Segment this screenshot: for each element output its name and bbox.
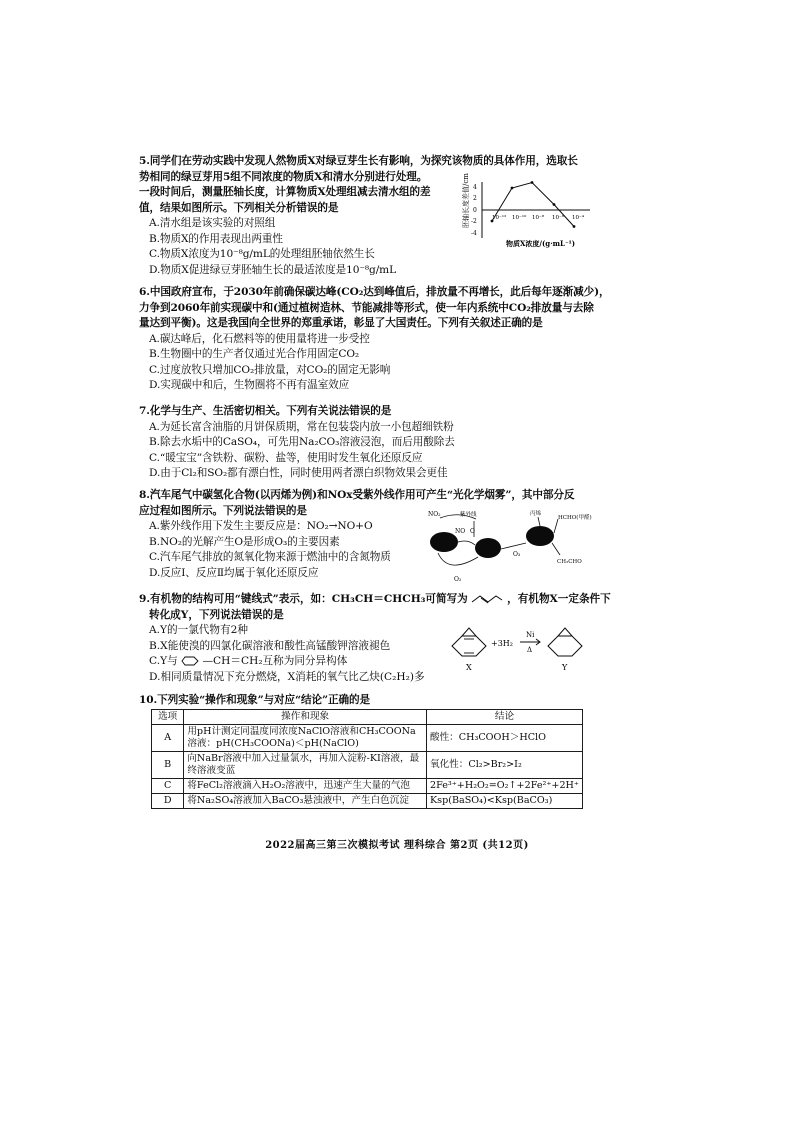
q9-option-d: D.相同质量情况下充分燃烧，X消耗的氧气比乙炔(C₂H₂)多 <box>149 670 425 683</box>
q10-stem: 10.下列实验“操作和现象”与对应“结论”正确的是 <box>139 694 370 706</box>
graph-xtick: 10⁻¹² <box>492 215 507 221</box>
table-cell-option: A <box>152 725 184 752</box>
molecule-x-label: X <box>466 663 472 672</box>
graph-ytick: -2 <box>471 218 477 225</box>
q8-stem-line: 8.汽车尾气中碳氢化合物(以丙烯为例)和NOx受紫外线作用可产生“光化学烟雾”，其中部分反 <box>139 489 575 501</box>
table-row <box>152 794 583 809</box>
table-cell-conclusion: 氧化性：Cl₂>Br₂>I₂ <box>426 752 582 779</box>
reaction-node-1 <box>430 532 458 552</box>
table-cell-option: C <box>152 779 184 794</box>
q6-option-a: A.碳达峰后，化石燃料等的使用量将进一步受控 <box>149 332 370 345</box>
graph-ylabel: 胚轴长度差值/cm <box>462 173 470 228</box>
graph-point <box>511 187 514 190</box>
q7-option-d: D.由于Cl₂和SO₂都有漂白性，同时使用两者漂白织物效果会更佳 <box>149 467 448 479</box>
table-cell-option: D <box>152 794 184 809</box>
table-cell-operation: 将FeCl₂溶液滴入H₂O₂溶液中，迅速产生大量的气泡 <box>184 779 427 794</box>
reaction-h2: +3H₂ <box>491 639 513 648</box>
norbornadiene-hydrogenation <box>446 622 586 674</box>
table-row <box>152 779 583 794</box>
diagram-hcho: HCHO(甲醛) <box>558 515 592 521</box>
graph-point <box>573 225 576 228</box>
table-row <box>152 725 583 752</box>
diagram-o3: O₃ <box>513 551 521 558</box>
table-cell-operation: 用pH计测定同温度同浓度NaClO溶液和CH₃COONa溶液：pH(CH₃COONa)＜pH(NaClO) <box>184 725 427 752</box>
q7-option-b: B.除去水垢中的CaSO₄，可先用Na₂CO₃溶液浸泡，而后用酸除去 <box>149 436 455 448</box>
q5-stem-line: 势相同的绿豆芽用5组不同浓度的物质X和清水分别进行处理。 <box>139 170 428 183</box>
reaction-node-3 <box>526 526 554 546</box>
question-7 <box>139 404 599 482</box>
diagram-no2: NO₂ <box>428 511 441 518</box>
graph-xlabel: 物质X浓度/(g·mL⁻¹) <box>506 239 576 248</box>
q5-stem-line: 5.同学们在劳动实践中发现人然物质X对绿豆芽生长有影响，为探究该物质的具体作用，选取长 <box>139 155 578 167</box>
cyclohexyl-ring-icon <box>181 656 199 666</box>
graph-xtick: 10⁻⁸ <box>532 215 545 221</box>
q5-option-a: A.清水组是该实验的对照组 <box>149 217 276 229</box>
q6-option-b: B.生物圈中的生产者仅通过光合作用固定CO₂ <box>149 348 360 360</box>
graph-ytick: 2 <box>473 195 477 202</box>
hypocotyl-length-graph <box>462 173 594 250</box>
q6-stem-line: 6.中国政府宣布，于2030年前确保碳达峰(CO₂达到峰值后，排放量不再增长，此后每年逐渐减少)， <box>139 286 610 298</box>
diagram-uv: 紫外线 <box>460 512 477 518</box>
q9-stem-part: ，有机物X一定条件下 <box>507 593 611 605</box>
photochemical-smog-diagram <box>418 509 594 587</box>
table-header: 选项 <box>152 710 184 725</box>
q5-option-c: C.物质X浓度为10⁻⁸g/mL的处理组胚轴依然生长 <box>149 248 375 260</box>
table-header-row <box>152 710 583 725</box>
q5-stem-line: 值，结果如图所示。下列相关分析错误的是 <box>139 201 339 214</box>
q5-stem-line: 一段时间后，测量胚轴长度，计算物质X处理组减去清水组的差 <box>139 186 431 198</box>
table-header: 操作和现象 <box>184 710 427 725</box>
diagram-no: NO <box>455 528 466 535</box>
q9-option-c-part: C.Y与 <box>149 655 178 667</box>
graph-ytick: 4 <box>473 184 477 191</box>
graph-point <box>531 181 534 184</box>
graph-xtick: 10⁻⁴ <box>572 215 585 221</box>
q6-option-d: D.实现碳中和后，生物圈将不再有温室效应 <box>149 379 350 391</box>
table-cell-operation: 向NaBr溶液中加入过量氯水，再加入淀粉-KI溶液，最终溶液变蓝 <box>184 752 427 779</box>
q8-stem-line: 应过程如图所示。下列说法错误的是 <box>139 504 307 517</box>
table-cell-conclusion: Ksp(BaSO₄)<Ksp(BaCO₃) <box>426 794 582 809</box>
table-cell-conclusion: 2Fe³⁺+H₂O₂=O₂↑+2Fe²⁺+2H⁺ <box>426 779 582 794</box>
q9-stem-line: 转化成Y，下列说法错误的是 <box>149 608 284 621</box>
table-row <box>152 752 583 779</box>
diagram-propene: 丙烯 <box>530 511 542 517</box>
question-10 <box>139 693 587 709</box>
q8-option-a: A.紫外线作用下发生主要反应是：NO₂→NO+O <box>149 520 373 532</box>
table-cell-option: B <box>152 752 184 779</box>
diagram-o: O <box>470 528 475 535</box>
q5-option-b: B.物质X的作用表现出两重性 <box>149 232 283 245</box>
q7-option-c: C.“暖宝宝”含铁粉、碳粉、盐等，使用时发生氧化还原反应 <box>149 451 423 464</box>
question-6 <box>139 285 610 394</box>
graph-ytick: -4 <box>471 230 477 237</box>
graph-ytick: 0 <box>473 207 477 214</box>
diagram-ch3cho: CH₃CHO <box>557 559 582 565</box>
q9-stem-part: 9.有机物的结构可用“键线式”表示，如：CH₃CH＝CHCH₃可简写为 <box>139 593 468 605</box>
q9-option-a: A.Y的一氯代物有2种 <box>149 624 248 636</box>
q9-stem-line <box>139 592 611 608</box>
experiment-table <box>151 709 583 809</box>
graph-xtick: 10⁻⁶ <box>552 215 565 221</box>
reaction-catalyst: Ni <box>526 631 535 639</box>
reaction-node-2 <box>475 538 501 558</box>
graph-point <box>553 203 556 206</box>
table-header: 结论 <box>426 710 582 725</box>
q8-option-c: C.汽车尾气排放的氮氧化物来源于燃油中的含氮物质 <box>149 551 391 563</box>
q9-option-b: B.X能使溴的四氯化碳溶液和酸性高锰酸钾溶液褪色 <box>149 639 391 652</box>
q5-option-d: D.物质X促进绿豆芽胚轴生长的最适浓度是10⁻⁸g/mL <box>149 263 397 276</box>
q6-stem-line: 量达到平衡)。这是我国向全世界的郑重承诺，彰显了大国责任。下列有关叙述正确的是 <box>139 317 543 329</box>
q7-option-a: A.为延长富含油脂的月饼保质期，常在包装袋内放一小包超细铁粉 <box>149 420 454 433</box>
graph-xtick: 10⁻¹⁰ <box>512 215 527 221</box>
reaction-condition: Δ <box>527 646 533 654</box>
page-footer: 2022届高三第三次模拟考试 理科综合 第2页 (共12页) <box>265 840 529 851</box>
q6-stem-line: 力争到2060年前实现碳中和(通过植树造林、节能减排等形式，使一年内系统中CO₂排放量与去除 <box>139 301 594 314</box>
molecule-y-label: Y <box>562 663 568 672</box>
q9-option-c-part: —CH＝CH₂互称为同分异构体 <box>202 655 348 667</box>
q6-option-c: C.过度放牧只增加CO₂排放量，对CO₂的固定无影响 <box>149 363 391 376</box>
q7-stem-line: 7.化学与生产、生活密切相关。下列有关说法错误的是 <box>139 405 392 417</box>
bond-line-formula <box>471 594 503 604</box>
table-cell-conclusion: 酸性：CH₃COOH＞HClO <box>426 725 582 752</box>
q8-option-b: B.NO₂的光解产生O是形成O₃的主要因素 <box>149 535 340 548</box>
table-cell-operation: 将Na₂SO₄溶液加入BaCO₃悬浊液中，产生白色沉淀 <box>184 794 427 809</box>
q8-option-d: D.反应Ⅰ、反应Ⅱ均属于氧化还原反应 <box>149 566 319 579</box>
diagram-o2: O₂ <box>454 576 462 583</box>
